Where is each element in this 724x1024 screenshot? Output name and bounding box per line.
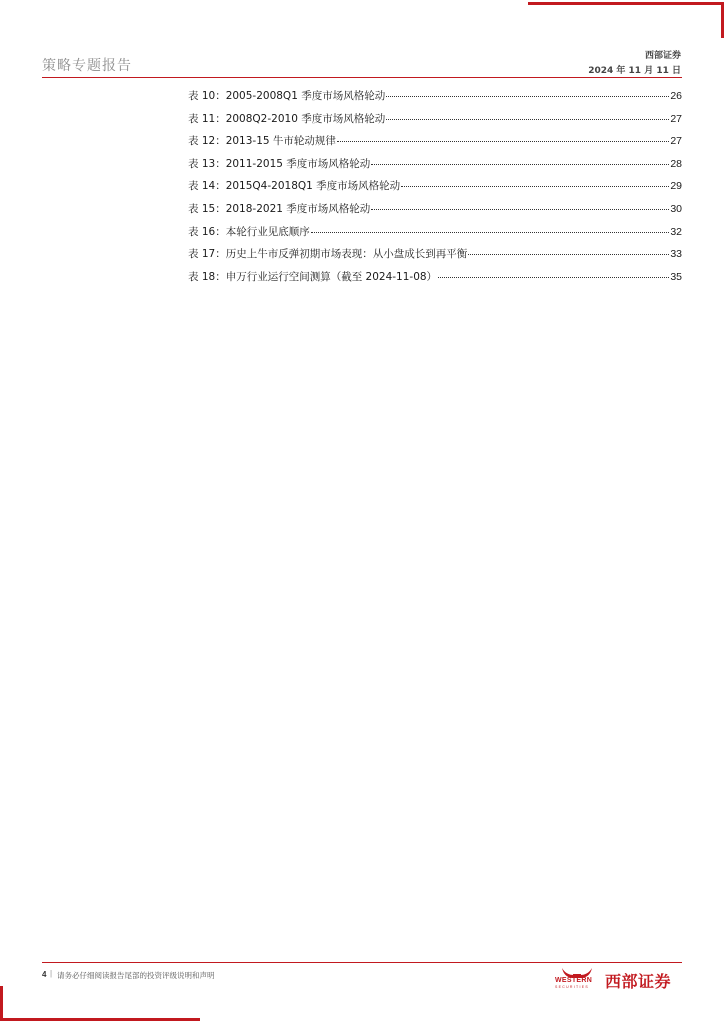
logo-chinese-name: 西部证券	[605, 972, 672, 991]
toc-entry-label: 表 14：2015Q4-2018Q1 季度市场风格轮动	[188, 180, 401, 193]
toc-entry-page: 26	[670, 90, 682, 102]
logo-english-subtitle: SECURITIES	[555, 985, 590, 989]
western-securities-logo	[552, 966, 682, 990]
toc-entry-label: 表 18：申万行业运行空间测算（截至 2024-11-08）	[188, 270, 438, 283]
toc-entry-label: 表 11：2008Q2-2010 季度市场风格轮动	[188, 112, 386, 125]
header-company-name: 西部证券	[644, 51, 681, 61]
toc-leader-dots	[401, 186, 669, 187]
toc-leader-dots	[468, 254, 669, 255]
table-of-tables-list	[188, 88, 682, 291]
toc-entry-table-16[interactable]	[188, 224, 682, 247]
toc-leader-dots	[386, 96, 669, 97]
toc-leader-dots	[386, 119, 669, 120]
footer-separator: |	[50, 969, 53, 978]
toc-entry-page: 29	[670, 180, 682, 193]
toc-entry-table-15[interactable]	[188, 201, 682, 224]
header-date: 2024 年 11 月 11 日	[588, 66, 681, 76]
toc-entry-label: 表 17：历史上牛市反弹初期市场表现：从小盘成长到再平衡	[188, 248, 468, 261]
toc-entry-table-17[interactable]	[188, 246, 682, 269]
toc-entry-table-11[interactable]	[188, 111, 682, 134]
toc-entry-table-18[interactable]	[188, 269, 682, 292]
report-type-title: 策略专题报告	[42, 58, 132, 74]
toc-leader-dots	[438, 277, 669, 278]
toc-leader-dots	[371, 209, 669, 210]
toc-entry-table-12[interactable]	[188, 133, 682, 156]
toc-entry-page: 27	[670, 135, 682, 148]
footer-divider	[42, 962, 682, 963]
footer-page-number: 4	[42, 970, 47, 979]
toc-entry-page: 35	[670, 270, 682, 283]
toc-entry-page: 32	[670, 225, 682, 238]
toc-leader-dots	[337, 141, 669, 142]
toc-entry-page: 27	[670, 112, 682, 125]
corner-bracket-top-right-horizontal	[528, 2, 724, 5]
toc-entry-label: 表 16：本轮行业见底顺序	[188, 225, 310, 238]
toc-entry-table-10[interactable]	[188, 88, 682, 111]
toc-entry-page: 28	[670, 157, 682, 170]
toc-entry-page: 33	[670, 248, 682, 261]
toc-entry-table-13[interactable]	[188, 156, 682, 179]
toc-entry-label: 表 13：2011-2015 季度市场风格轮动	[188, 157, 371, 170]
toc-entry-label: 表 15：2018-2021 季度市场风格轮动	[188, 202, 371, 215]
header-divider	[42, 77, 682, 78]
corner-bracket-bottom-left-vertical	[0, 986, 3, 1021]
footer-disclaimer-note: 请务必仔细阅读报告尾部的投资评级说明和声明	[57, 971, 215, 980]
corner-bracket-bottom-left-horizontal	[0, 1018, 200, 1021]
toc-entry-page: 30	[670, 202, 682, 215]
toc-leader-dots	[371, 164, 669, 165]
toc-entry-label: 表 12：2013-15 牛市轮动规律	[188, 135, 336, 148]
toc-entry-table-14[interactable]	[188, 178, 682, 201]
toc-entry-label: 表 10：2005-2008Q1 季度市场风格轮动	[188, 90, 386, 102]
toc-leader-dots	[311, 232, 670, 233]
logo-english-name: WESTERN	[555, 977, 593, 984]
